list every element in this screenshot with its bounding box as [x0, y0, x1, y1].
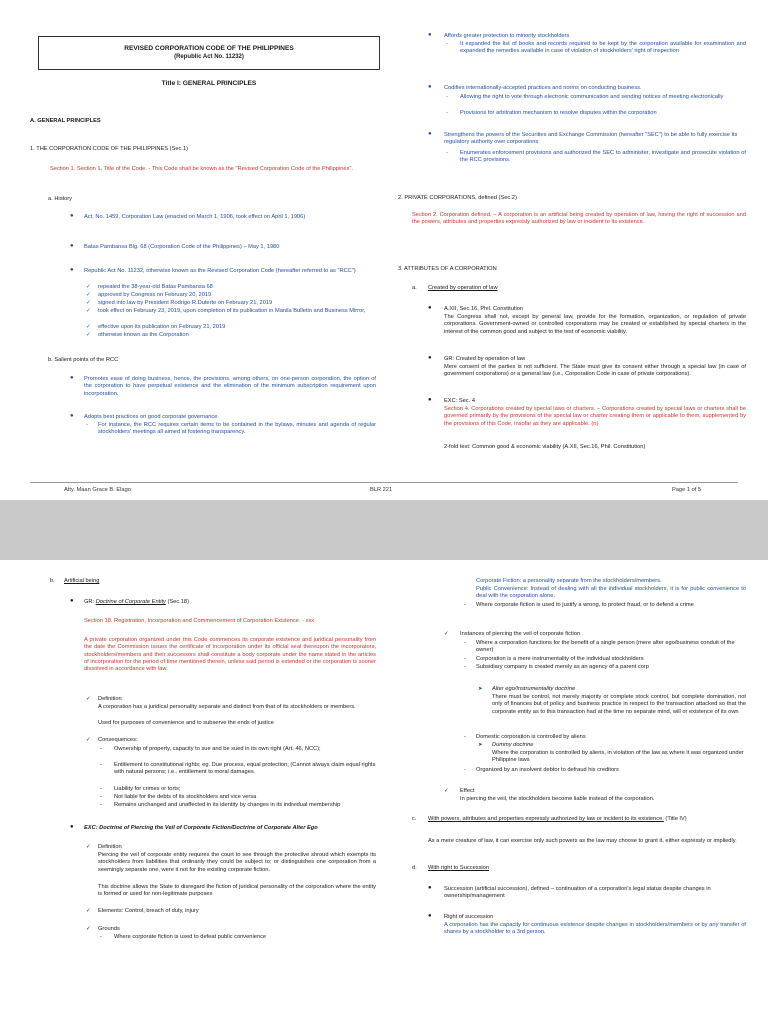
title-part: Title I: GENERAL PRINCIPLES: [161, 80, 257, 87]
bullet-icon: ●: [428, 84, 432, 90]
const-text: The Congress shall not, except by general law, provide for the formation, organization, or regulation of private corporations. Government-owned or controlled corporations may be created or established by special charters in the interest of the common good and subject to the test of economic viability.: [444, 314, 746, 335]
sec1-text: Section 1. Section 1. Title of the Code. - This Code shall be known as the "Revised Corporation Code of the Philippines".: [50, 166, 354, 172]
history-3-item: approved by Congress on February 20, 2019: [98, 292, 212, 298]
salient-1: Promotes ease of doing business, hence, the provisions, among others, on one-person corporation, the option of the corporation to have perpetual existence and the elimination of the minimum subscription requirement upon incorporation.: [84, 376, 376, 397]
bullet-icon: ●: [70, 824, 74, 830]
definition2-text-2: This doctrine allows the State to disregard the fiction of juridical personality of the corporation where the entity is formed or used for non-legitimate purposes: [98, 884, 376, 898]
footer-divider: [30, 482, 738, 483]
check-icon: ✓: [86, 844, 91, 850]
dash-icon: -: [100, 762, 102, 768]
consequence-item: Not liable for the debts of its stockholders and vice versa: [114, 794, 257, 800]
sec18-text: A private corporation organized under this Code commences its corporate existence and juridical personality from the date the Commission issues the certificate of incorporation under its official seal thereupon the incorporators, stockholders/members and their successors shall constitute a body corporate under the name stated in the articles of incorporation for the period of time mentioned therein, unless said period is extended or the corporation is sooner dissolved in accordance with law.: [84, 637, 376, 673]
const-ref: A.XII, Sec.16, Phil. Constitution: [444, 306, 524, 312]
gr-text: Mere consent of the parties is not sufficient. The State must give its consent either through a special law (in case of government corporations) or a general law (i.e., Corporation Code in case of private corporations).: [444, 364, 746, 378]
powers-title-ref: (Title IV): [663, 816, 687, 822]
right-point-2-sub2: Provisions for arbitration mechanism to resolve disputes within the corporation: [460, 110, 657, 116]
definition-text-2: Used for purposes of convenience and to subserve the ends of justice: [98, 720, 274, 726]
dash-icon: -: [100, 934, 102, 940]
effect-text: In piercing the veil, the stockholders become liable instead of the corporation.: [460, 796, 655, 802]
heading-a: A. GENERAL PRINCIPLES: [30, 118, 101, 124]
bullet-icon: ●: [70, 213, 74, 219]
instance-item: Subsidiary company is created merely as an agency of a parent corp: [476, 664, 649, 670]
doc-title: REVISED CORPORATION CODE OF THE PHILIPPINES: [124, 45, 294, 52]
gr-doctrine: [84, 599, 376, 606]
check-icon: ✓: [86, 308, 91, 314]
exc-heading: EXC: Sec. 4: [444, 398, 475, 404]
history-3-item: repealed the 38-year-old Batas Pambansa 68: [98, 284, 213, 290]
label-c: c.: [412, 816, 417, 822]
right-point-1-sub: It expanded the list of books and records required to be kept by the corporation available for examination and expanded the remedies available in case of violation of stockholders' right of inspection: [460, 41, 746, 55]
title-box: [38, 36, 380, 70]
gr-doctrine-title: Doctrine of Corporate Entity: [95, 599, 166, 605]
dash-icon: -: [100, 802, 102, 808]
dash-icon: -: [464, 602, 466, 608]
history-3: Republic Act No. 11232, otherwise known as the Revised Corporation Code (hereafter referred to as "RCC"): [84, 268, 356, 274]
bullet-icon: ●: [70, 413, 74, 419]
history-3-item: otherwise known as the Corporation: [98, 332, 189, 338]
right-of-succession-text: A corporation has the capacity for continuous existence despite changes in stockholders/members or by any transfer of shares by a stockholder to a 3rd person.: [444, 922, 746, 936]
powers-title: With powers, attributes and properties expressly authorized by law or incident to its existence.: [428, 816, 664, 822]
right-point-2: Codifies internationally-accepted practices and norms on conducting business.: [444, 85, 642, 91]
succession-def: Succession (artificial succession), defined – continuation of a corporation's legal status despite changes in ownership/management: [444, 886, 711, 900]
check-icon: ✓: [444, 788, 449, 794]
grounds-item: Where corporate fiction is used to defeat public convenience: [114, 934, 267, 940]
right-point-2-sub1: Allowing the right to vote through electronic communication and sending notices of meeting electronically: [460, 94, 724, 100]
salient-2-sub: For instance, the RCC requires certain items to be contained in the bylaws, minutes and agenda of regular stockholders' meetings all aimed at fostering transparency.: [98, 422, 376, 436]
heading-1: 1. THE CORPORATION CODE OF THE PHILIPPINES (Sec.1): [30, 146, 189, 152]
footer-course: BLR 221: [370, 487, 393, 493]
bullet-icon: ●: [70, 598, 74, 604]
heading-3: 3. ATTRIBUTES OF A CORPORATION: [398, 266, 497, 272]
dash-icon: -: [446, 150, 448, 156]
instance-item: Where a corporation functions for the benefit of a single person (mere alter ego/business conduit of the owner): [476, 640, 735, 654]
sec18-head: Section 18. Registration, Incorporation and Commencement of Corporation Existence. - xxx: [84, 618, 315, 624]
dash-icon: -: [464, 640, 466, 646]
consequences-label: Consequences:: [98, 737, 138, 743]
dash-icon: -: [100, 794, 102, 800]
footer-page: Page 1 of 5: [672, 487, 702, 493]
sec2-text: Section 2. Corporation defined. – A corporation is an artificial being created by operation of law, having the right of succession and the powers, attributes and properties expressly authorized by law or incident to its existence.: [412, 212, 746, 226]
twofold-test: 2-fold test: Common good & economic viability (A.XII, Sec.16, Phil. Constitution): [444, 444, 646, 450]
check-icon: ✓: [444, 631, 449, 637]
right-point-3-sub: Enumerates enforcement provisions and authorized the SEC to administer, investigate and prosecute violation of the RCC provisions.: [460, 150, 746, 164]
domestic-aliens: Domestic corporation is controlled by aliens: [476, 734, 586, 740]
history-3-item: effective upon its publication on February 21, 2019: [98, 324, 226, 330]
check-icon: ✓: [86, 908, 91, 914]
bullet-icon: ●: [428, 131, 432, 137]
bullet-icon: ●: [428, 913, 432, 919]
doc-subtitle: (Republic Act No. 11232): [174, 54, 244, 60]
history-3-item: signed into law by President Rodrigo R.Duterte on February 21, 2019: [98, 300, 273, 306]
consequence-item: Ownership of property, capacity to sue and be sued in its own right (Art. 46, NCC);: [114, 746, 321, 752]
label-a: a.: [412, 285, 417, 291]
consequence-item: Entitlement to constitutional rights; eg. Due process, equal protection; (Cannot always claim equal rights with natural persons; i.e.. entitlement to moral damages.: [114, 762, 376, 776]
powers-text: As a mere creature of law, it can exercise only such powers as the law may choose to grant it, either expressly or impliedly.: [428, 838, 737, 844]
right-point-1: Affords greater protection to minority stockholders: [444, 33, 570, 39]
label-b: b.: [50, 578, 55, 584]
dash-icon: -: [446, 94, 448, 100]
gr-label: GR:: [84, 599, 96, 605]
exc-doctrine: EXC: Doctrine of Piercing the Veil of Corporate Fiction/Doctrine of Corporate Alter Ego: [84, 825, 318, 831]
dash-icon: -: [86, 422, 88, 428]
dash-icon: -: [464, 656, 466, 662]
definition2-label: Definition: [98, 844, 122, 850]
dash-icon: -: [464, 734, 466, 740]
bullet-icon: ●: [428, 885, 432, 891]
bullet-icon: ●: [70, 243, 74, 249]
instances-label: Instances of piercing the veil of corporate fiction: [460, 631, 581, 637]
salient-2: Adopts best practices on good corporate governance.: [84, 414, 220, 420]
dummy-text: Where the corporation is controlled by aliens, in violation of the law as where it was organized under Philippine laws: [492, 750, 744, 764]
bullet-icon: ●: [428, 305, 432, 311]
check-icon: ✓: [86, 737, 91, 743]
bullet-icon: ●: [428, 397, 432, 403]
dash-icon: -: [446, 110, 448, 116]
check-icon: ✓: [86, 300, 91, 306]
check-icon: ✓: [86, 926, 91, 932]
history-1: Act. No. 1459, Corporation Law (enacted on March 1, 1906, took effect on April 1, 1906): [84, 214, 306, 220]
history-heading: a. History: [48, 196, 73, 202]
dash-icon: -: [464, 767, 466, 773]
effect-label: Effect: [460, 788, 475, 794]
heading-2: 2. PRIVATE CORPORATIONS, defined (Sec.2): [398, 195, 517, 201]
instance-item: Corporation is a mere instrumentality of the individual stockholders: [476, 656, 644, 662]
definition-label: Definition: [98, 696, 122, 702]
footer-author: Atty. Maan Grace B. Elago: [64, 487, 131, 493]
dummy-doctrine: Dummy doctrine: [492, 742, 534, 748]
alter-ego-doctrine: Alter ego/Instrumentality doctrine: [492, 686, 576, 692]
consequence-item: Liability for crimes or torts;: [114, 786, 181, 792]
insolvent-debtor: Organized by an insolvent debtor to defraud his creditors: [476, 767, 619, 773]
salient-heading: b. Salient points of the RCC: [48, 357, 119, 363]
dash-icon: -: [464, 664, 466, 670]
document-page-2: [0, 560, 768, 1024]
bullet-icon: ●: [428, 32, 432, 38]
corporate-fiction-def: Corporate Fiction: a personality separate from the stockholders/members.: [476, 578, 662, 584]
elements: Elements: Control, breach of duty, injury: [98, 908, 199, 914]
history-3-item: took effect on February 23, 2019, upon completion of its publication in Manila Bulletin and Business Mirror,: [98, 308, 366, 314]
check-icon: ✓: [86, 696, 91, 702]
bullet-icon: ●: [70, 267, 74, 273]
document-page-1: [0, 0, 768, 500]
arrow-icon: ➤: [478, 742, 483, 748]
powers-heading: [428, 816, 746, 823]
bullet-icon: ●: [70, 375, 74, 381]
history-2: Batas Pambansa Blg. 68 (Corporation Code of the Philippines) – May 1, 1980: [84, 244, 280, 250]
definition2-text: Piercing the veil of corporate entity requires the court to see through the protective shroud which exempts its stockholders from liabilities that ordinarily they could be subject to; or distinguishes one corporation from a seemingly separate one, were it not for the existing corporate fiction.: [98, 852, 376, 873]
definition-text: A corporation has a juridical personality separate and distinct from that of its stockholders or members.: [98, 704, 356, 710]
check-icon: ✓: [86, 324, 91, 330]
right-point-3: Strengthens the powers of the Securities and Exchange Commission (hereafter "SEC") to be able to fully exercise its regulatory authority over corporations: [444, 132, 738, 146]
check-icon: ✓: [86, 332, 91, 338]
alter-ego-text: There must be control, not merely majority or complete stock control, but complete domination, not only of finances but of policy and business practice in respect to the transaction attacked so that the corporate entity as to this transaction had at the time no separate mind, will or existence of its own: [492, 694, 746, 715]
succession-heading: With right to Succession: [428, 865, 490, 871]
label-d: d.: [412, 865, 417, 871]
dash-icon: -: [100, 786, 102, 792]
dash-icon: -: [446, 41, 448, 47]
gr-heading: GR: Created by operation of law: [444, 356, 526, 362]
gr-doctrine-sec: (Sec.18): [165, 599, 189, 605]
dash-icon: -: [100, 746, 102, 752]
consequence-item: Remains unchanged and unaffected in its identity by changes in its individual membership: [114, 802, 341, 808]
bullet-icon: ●: [428, 355, 432, 361]
sec4-text: Section 4. Corporations created by special laws or charters. – Corporations created by special laws or charters shall be governed primarily by the provisions of the special law or charter creating them or applicable to them, supplemented by the provisions of this Code, insofar as they are applicable. (n): [444, 406, 746, 427]
artificial-heading: Artificial being: [64, 578, 100, 584]
check-icon: ✓: [86, 292, 91, 298]
ground-justify-wrong: Where corporate fiction is used to justify a wrong, to protect fraud, or to defend a crime: [476, 602, 694, 608]
arrow-icon: ➤: [478, 686, 483, 692]
check-icon: ✓: [86, 284, 91, 290]
grounds-label: Grounds: [98, 926, 120, 932]
created-heading: Created by operation of law: [428, 285, 498, 291]
public-convenience-def: Public Convenience: Instead of dealing with all the individual stockholders, it is for public convenience to deal with the corporation alone.: [476, 586, 746, 600]
right-of-succession: Right of succession: [444, 914, 494, 920]
